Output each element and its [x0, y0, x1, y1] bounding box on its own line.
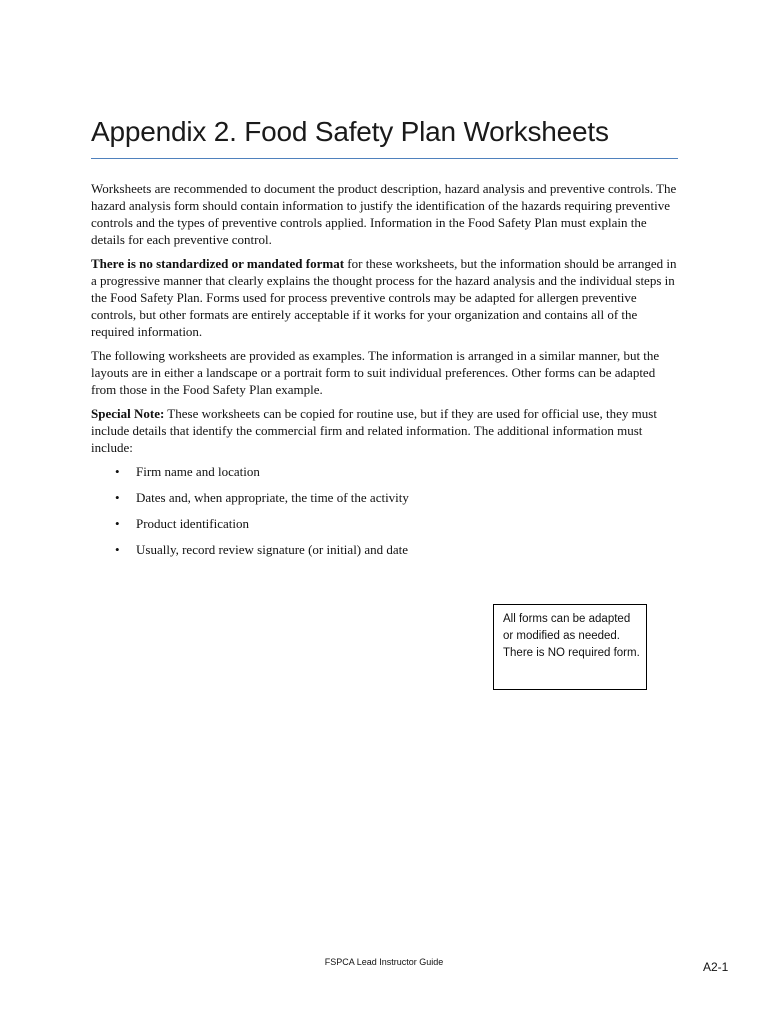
required-info-list	[91, 463, 681, 558]
list-item	[91, 463, 681, 480]
paragraph-intro: Worksheets are recommended to document the product description, hazard analysis and preventive controls. The hazard analysis form should contain information to justify the identification of the hazards requiring preventive controls and the types of preventive controls applied. Information in the Food Safety Plan must explain the details for each preventive control.	[91, 181, 677, 247]
list-item	[91, 489, 681, 506]
special-note-label: Special Note:	[91, 406, 165, 421]
paragraph-format-text: for these worksheets, but the information should be arranged in a progressive manner that clearly explains the thought process for the hazard analysis and the individual steps in the Food Safety Plan. Forms used for process preventive controls may be adapted for allergen preventive controls, but other formats are entirely acceptable if it works for your organization and contains all of the required information.	[91, 256, 677, 339]
paragraph-format-emphasis: There is no standardized or mandated format	[91, 256, 345, 271]
list-item	[91, 515, 681, 532]
note-box	[493, 604, 647, 690]
bullet-icon: •	[115, 542, 120, 557]
note-box-text: All forms can be adapted or modified as needed. There is NO required form.	[503, 613, 640, 659]
footer-page-number: A2-1	[703, 960, 729, 974]
paragraph-examples: The following worksheets are provided as examples. The information is arranged in a similar manner, but the layouts are in either a landscape or a portrait form to suit individual preferences. Other forms can be adapted from those in the Food Safety Plan example.	[91, 348, 660, 397]
list-item-text: Product identification	[136, 516, 250, 531]
bullet-icon: •	[115, 464, 120, 479]
title-divider	[91, 158, 678, 159]
paragraph-special-note	[91, 405, 681, 456]
special-note-text: These worksheets can be copied for routine use, but if they are used for official use, they must include details that identify the commercial firm and related information. The additional information must include:	[91, 406, 657, 455]
list-item-text: Firm name and location	[136, 464, 260, 479]
bullet-icon: •	[115, 490, 120, 505]
list-item-text: Usually, record review signature (or initial) and date	[136, 542, 409, 557]
bullet-icon: •	[115, 516, 120, 531]
list-item-text: Dates and, when appropriate, the time of the activity	[136, 490, 409, 505]
footer-guide-title: FSPCA Lead Instructor Guide	[324, 957, 444, 967]
list-item	[91, 541, 681, 558]
paragraph-format	[91, 255, 681, 340]
body-text	[91, 180, 681, 567]
page-title: Appendix 2. Food Safety Plan Worksheets	[91, 116, 609, 147]
